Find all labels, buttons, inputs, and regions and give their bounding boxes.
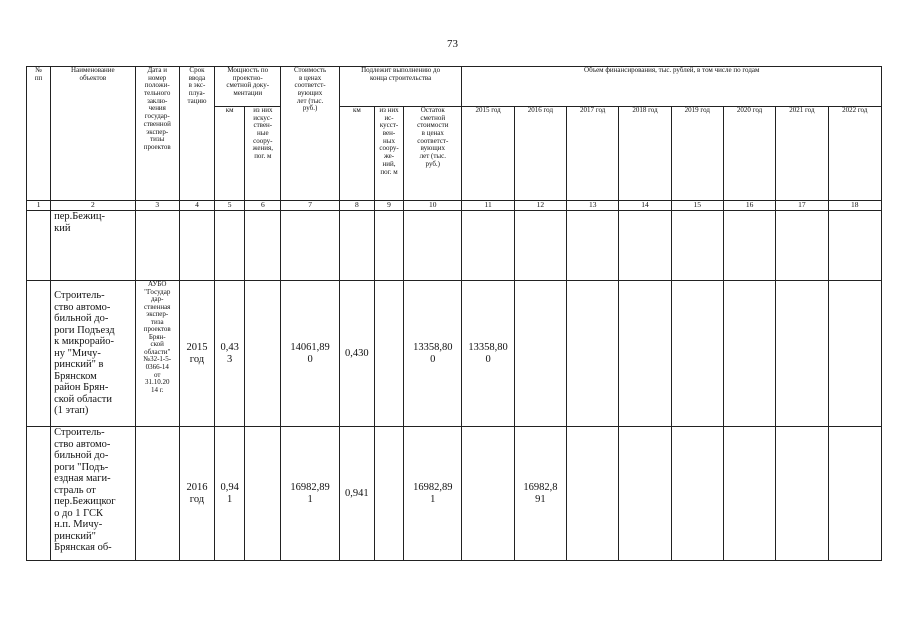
header-power-artificial: из них искус- ствен- ные соору- жения, пог. м: [245, 107, 281, 201]
column-number: 13: [567, 201, 619, 211]
row-number-cell: [27, 211, 51, 281]
column-number: 3: [135, 201, 179, 211]
remaining-km-cell: 0,430: [339, 281, 374, 427]
remaining-cost-cell: 13358,80 0: [404, 281, 462, 427]
column-number: 14: [619, 201, 671, 211]
year-2022-cell: [828, 427, 881, 561]
term-cell: [179, 211, 214, 281]
power-km-cell: 0,43 3: [215, 281, 245, 427]
year-2018-cell: [619, 211, 671, 281]
header-year-2016: 2016 год: [514, 107, 566, 201]
term-cell: 2016 год: [179, 427, 214, 561]
year-2017-cell: [567, 211, 619, 281]
column-number-row: [27, 201, 882, 211]
header-remaining-group: Подлежит выполнению до конца строительства: [339, 67, 462, 107]
financing-table: [26, 66, 882, 561]
object-name-cell: пер.Бежиц- кий: [51, 211, 135, 281]
column-number: 10: [404, 201, 462, 211]
header-expertise: Дата и номер положи- тельного заклю- чения государ- ственной экспер- тизы проектов: [135, 67, 179, 201]
header-remaining-km: км: [339, 107, 374, 201]
header-row-1: [27, 67, 882, 107]
power-artificial-cell: [245, 427, 281, 561]
year-2016-cell: [514, 211, 566, 281]
object-name-cell: Строитель- ство автомо- бильной до- роги "Подъ- ездная маги- страль от пер.Бежицког о до 1 ГСК н.п. Мичу- ринский" Брянская об-: [51, 427, 135, 561]
column-number: 17: [776, 201, 828, 211]
power-artificial-cell: [245, 211, 281, 281]
cost-cell: [281, 211, 339, 281]
column-number: 1: [27, 201, 51, 211]
year-2015-cell: 13358,80 0: [462, 281, 514, 427]
year-2018-cell: [619, 427, 671, 561]
header-term: Срок ввода в экс- плуа- тацию: [179, 67, 214, 201]
year-2015-cell: [462, 427, 514, 561]
header-object-name: Наименование объектов: [51, 67, 135, 201]
column-number: 5: [215, 201, 245, 211]
header-year-2015: 2015 год: [462, 107, 514, 201]
year-2017-cell: [567, 427, 619, 561]
column-number: 16: [723, 201, 775, 211]
power-km-cell: 0,94 1: [215, 427, 245, 561]
year-2015-cell: [462, 211, 514, 281]
header-year-2020: 2020 год: [723, 107, 775, 201]
column-number: 8: [339, 201, 374, 211]
remaining-cost-cell: [404, 211, 462, 281]
column-number: 11: [462, 201, 514, 211]
term-cell: 2015 год: [179, 281, 214, 427]
header-year-2019: 2019 год: [671, 107, 723, 201]
year-2021-cell: [776, 211, 828, 281]
year-2022-cell: [828, 281, 881, 427]
header-year-2022: 2022 год: [828, 107, 881, 201]
header-finance-group: Объем финансирования, тыс. рублей, в том числе по годам: [462, 67, 882, 107]
column-number: 4: [179, 201, 214, 211]
year-2016-cell: [514, 281, 566, 427]
year-2022-cell: [828, 211, 881, 281]
row-number-cell: [27, 427, 51, 561]
expertise-cell: АУБО "Государ дар- ственная экспер- тиза проектов Брян- ской области" №32-1-5- 0366-14 от 31.10.20 14 г.: [135, 281, 179, 427]
remaining-artificial-cell: [374, 427, 403, 561]
page-number: 73: [447, 38, 458, 50]
cost-cell: 16982,89 1: [281, 427, 339, 561]
column-number: 2: [51, 201, 135, 211]
column-number: 12: [514, 201, 566, 211]
table-row: [27, 281, 882, 427]
table-row: [27, 427, 882, 561]
remaining-km-cell: [339, 211, 374, 281]
header-year-2018: 2018 год: [619, 107, 671, 201]
year-2017-cell: [567, 281, 619, 427]
year-2016-cell: 16982,8 91: [514, 427, 566, 561]
year-2019-cell: [671, 427, 723, 561]
header-year-2021: 2021 год: [776, 107, 828, 201]
year-2019-cell: [671, 211, 723, 281]
header-cost: Стоимость в ценах соответст- вующих лет (тыс. руб.): [281, 67, 339, 201]
column-number: 15: [671, 201, 723, 211]
power-km-cell: [215, 211, 245, 281]
header-year-2017: 2017 год: [567, 107, 619, 201]
table-row: [27, 211, 882, 281]
row-number-cell: [27, 281, 51, 427]
header-remaining-artificial: из них ис- кусст- вен- ных соору- же- ний, пог. м: [374, 107, 403, 201]
column-number: 18: [828, 201, 881, 211]
remaining-km-cell: 0,941: [339, 427, 374, 561]
year-2021-cell: [776, 427, 828, 561]
header-num: № пп: [27, 67, 51, 201]
header-power-km: км: [215, 107, 245, 201]
year-2020-cell: [723, 427, 775, 561]
power-artificial-cell: [245, 281, 281, 427]
column-number: 7: [281, 201, 339, 211]
expertise-cell: [135, 211, 179, 281]
year-2020-cell: [723, 281, 775, 427]
year-2018-cell: [619, 281, 671, 427]
remaining-cost-cell: 16982,89 1: [404, 427, 462, 561]
year-2020-cell: [723, 211, 775, 281]
header-power-group: Мощность по проектно- сметной доку- ментации: [215, 67, 281, 107]
remaining-artificial-cell: [374, 281, 403, 427]
column-number: 9: [374, 201, 403, 211]
year-2019-cell: [671, 281, 723, 427]
expertise-cell: [135, 427, 179, 561]
header-remaining-cost: Остаток сметной стоимости в ценах соответст- вующих лет (тыс. руб.): [404, 107, 462, 201]
column-number: 6: [245, 201, 281, 211]
remaining-artificial-cell: [374, 211, 403, 281]
cost-cell: 14061,89 0: [281, 281, 339, 427]
year-2021-cell: [776, 281, 828, 427]
object-name-cell: Строитель- ство автомо- бильной до- роги Подъезд к микрорайо- ну "Мичу- ринский" в Брянском район Брян- ской области (1 этап): [51, 281, 135, 427]
